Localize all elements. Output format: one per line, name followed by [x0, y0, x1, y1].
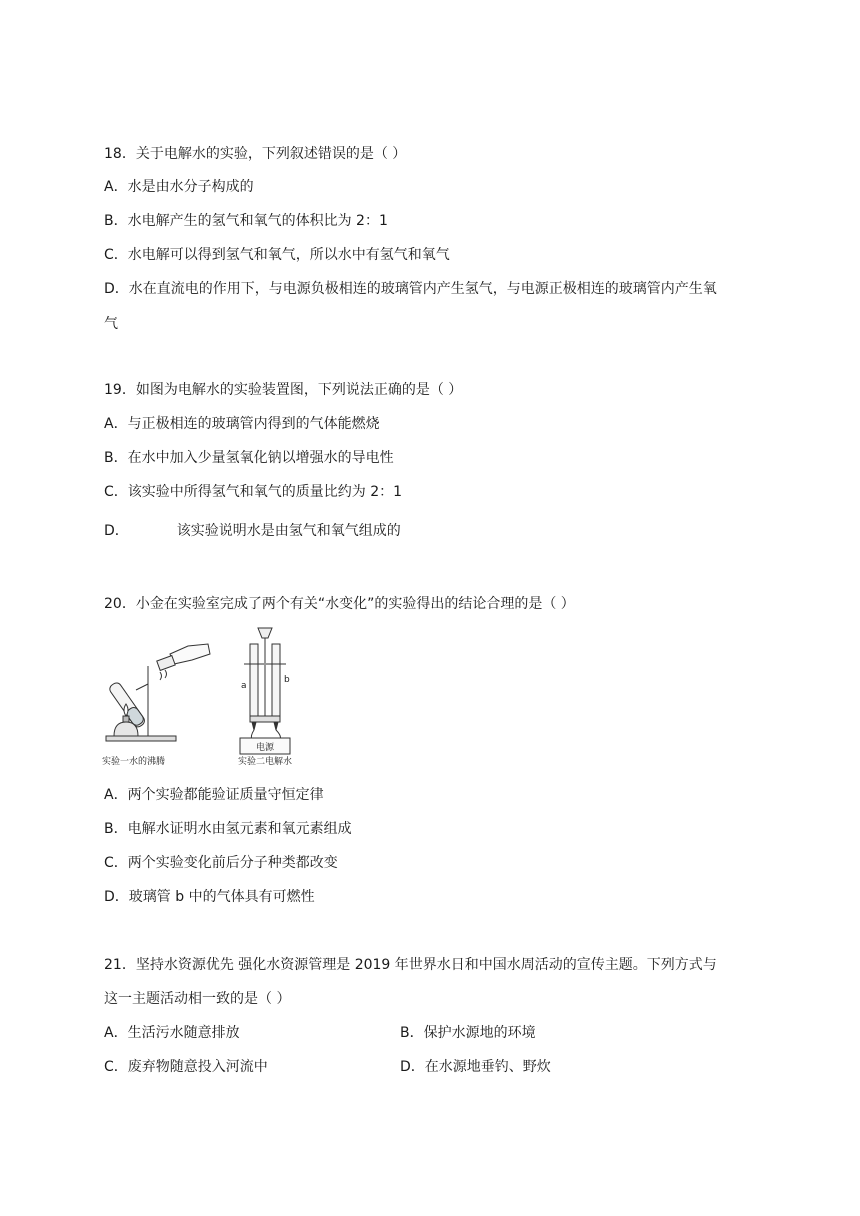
q19-option-b: B．在水中加入少量氢氧化钠以增强水的导电性 [104, 450, 394, 466]
q18-option-a: A．水是由水分子构成的 [104, 179, 254, 195]
q21-option-a: A．生活污水随意排放 [104, 1025, 240, 1041]
q21-stem-line1: 21．坚持水资源优先 强化水资源管理是 2019 年世界水日和中国水周活动的宣传主题。下列方式与 [104, 957, 717, 973]
q18-option-d-continued: 气 [104, 316, 118, 332]
q18-option-c: C．水电解可以得到氢气和氧气，所以水中有氢气和氧气 [104, 247, 450, 263]
q20-option-a: A．两个实验都能验证质量守恒定律 [104, 787, 324, 803]
boiling-water-apparatus [106, 644, 210, 741]
q18-stem: 18．关于电解水的实验，下列叙述错误的是（ ） [104, 146, 407, 162]
experiment-illustration [100, 624, 300, 770]
q21-option-b: B．保护水源地的环境 [400, 1025, 536, 1041]
q19-option-a: A．与正极相连的玻璃管内得到的气体能燃烧 [104, 416, 380, 432]
q20-option-b: B．电解水证明水由氢元素和氧元素组成 [104, 821, 352, 837]
q21-option-d: D．在水源地垂钓、野炊 [400, 1059, 551, 1075]
q18-option-d: D．水在直流电的作用下，与电源负极相连的玻璃管内产生氢气，与电源正极相连的玻璃管内产生氧 [104, 281, 717, 297]
tube-label-b: b [284, 675, 290, 685]
q18-option-b: B．水电解产生的氢气和氧气的体积比为 2：1 [104, 213, 388, 229]
q21-stem-line2: 这一主题活动相一致的是（ ） [104, 991, 291, 1007]
q19-option-d-label: D． [104, 523, 129, 539]
figure-caption-right: 实验二电解水 [238, 757, 293, 767]
q19-option-d [104, 521, 401, 541]
figure-caption-left: 实验一水的沸腾 [102, 757, 166, 767]
q20-stem: 20．小金在实验室完成了两个有关“水变化”的实验得出的结论合理的是（ ） [104, 596, 575, 612]
q19-stem: 19．如图为电解水的实验装置图，下列说法正确的是（ ） [104, 382, 463, 398]
q20-option-d: D．玻璃管 b 中的气体具有可燃性 [104, 889, 315, 905]
q19-option-c: C．该实验中所得氢气和氧气的质量比约为 2：1 [104, 484, 403, 500]
tube-label-a: a [241, 681, 247, 691]
q19-option-d-text: 该实验说明水是由氢气和氧气组成的 [176, 523, 401, 539]
electrolysis-apparatus [240, 628, 290, 754]
power-supply-label: 电源 [256, 743, 275, 753]
q20-option-c: C．两个实验变化前后分子种类都改变 [104, 855, 338, 871]
q20-experiment-figure [100, 624, 300, 770]
q21-option-c: C．废弃物随意投入河流中 [104, 1059, 268, 1075]
